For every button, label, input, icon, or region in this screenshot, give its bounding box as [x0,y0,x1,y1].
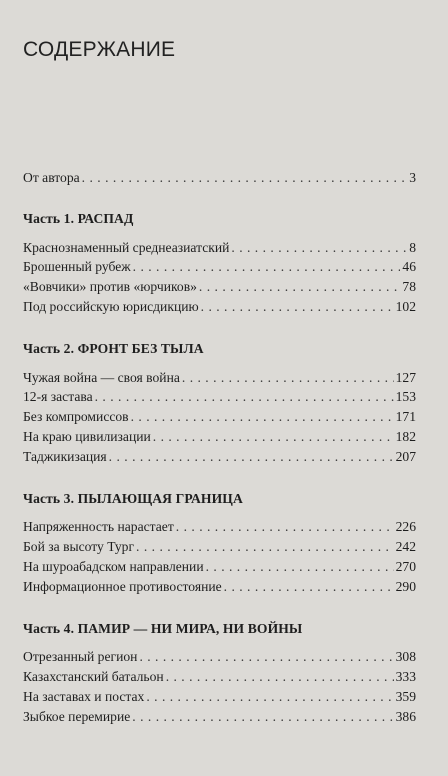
dot-leader [153,427,394,447]
dot-leader [136,537,394,557]
dot-leader [201,297,394,317]
toc-entry-title: На заставах и постах [23,688,145,704]
toc-entry-title: Отрезанный регион [23,649,138,665]
toc-entry-page: 290 [395,578,416,594]
dot-leader [224,577,394,597]
toc-entry-title: Казахстанский батальон [23,669,164,685]
dot-leader [206,557,394,577]
table-of-contents [23,168,416,727]
toc-entry-page: 359 [395,688,416,704]
toc-entry-page: 127 [395,369,416,385]
toc-entry-page: 171 [395,409,416,425]
toc-entry [23,577,416,597]
dot-leader [82,168,408,188]
toc-entry-page: 226 [395,519,416,535]
toc-entry-title: Брошенный рубеж [23,259,131,275]
toc-entry [23,447,416,467]
toc-entry-page: 386 [395,708,416,724]
dot-leader [131,407,394,427]
toc-entry-title: Таджикизация [23,448,107,464]
dot-leader [199,277,400,297]
dot-leader [231,238,407,258]
part-title: Часть 4. ПАМИР — НИ МИРА, НИ ВОЙНЫ [23,620,303,636]
toc-entry [23,687,416,707]
toc-entry-page: 102 [395,298,416,314]
toc-entry-title: 12-я застава [23,389,93,405]
toc-entry-page: 308 [395,649,416,665]
page-title: СОДЕРЖАНИЕ [23,38,176,61]
toc-entry [23,407,416,427]
toc-entry-intro [23,168,416,188]
toc-entry-title: Чужая война — своя война [23,369,180,385]
toc-entry-title: Краснознаменный среднеазиатский [23,239,230,255]
toc-entry-page: 8 [409,239,416,255]
part-title: Часть 3. ПЫЛАЮЩАЯ ГРАНИЦА [23,490,243,506]
toc-entry-title: Бой за высоту Тург [23,539,135,555]
toc-entry [23,368,416,388]
toc-entry-page: 182 [395,428,416,444]
toc-entry-page: 242 [395,539,416,555]
toc-entry [23,427,416,447]
dot-leader [109,447,394,467]
toc-entry-page: 207 [395,448,416,464]
dot-leader [133,257,401,277]
toc-entry-title: Зыбкое перемирие [23,708,131,724]
toc-entry [23,707,416,727]
toc-entry-title: Без компромиссов [23,409,129,425]
toc-entry [23,257,416,277]
toc-entry-page: 270 [395,558,416,574]
toc-entry [23,238,416,258]
dot-leader [166,667,394,687]
toc-entry [23,557,416,577]
dot-leader [139,647,393,667]
toc-entry [23,387,416,407]
dot-leader [95,387,394,407]
dot-leader [146,687,393,707]
toc-entry-title: Информационное противостояние [23,578,222,594]
dot-leader [132,707,393,727]
toc-entry [23,537,416,557]
toc-entry [23,297,416,317]
toc-entry-page: 46 [402,259,416,275]
toc-entry-page: 78 [402,279,416,295]
toc-entry-title: От автора [23,170,80,185]
toc-entry-title: На краю цивилизации [23,428,151,444]
toc-entry-title: Под российскую юрисдикцию [23,298,199,314]
toc-entry [23,277,416,297]
toc-entry-page: 333 [395,669,416,685]
part-title: Часть 2. ФРОНТ БЕЗ ТЫЛА [23,340,204,356]
toc-entry [23,667,416,687]
toc-entry-title: «Вовчики» против «юрчиков» [23,279,197,295]
toc-entry-title: На шуроабадском направлении [23,558,204,574]
toc-entry-title: Напряженность нарастает [23,519,174,535]
dot-leader [182,368,394,388]
toc-entry [23,517,416,537]
toc-entry-page: 153 [395,389,416,405]
part-title: Часть 1. РАСПАД [23,210,134,226]
dot-leader [176,517,394,537]
toc-entry-page: 3 [409,170,416,185]
toc-entry [23,647,416,667]
